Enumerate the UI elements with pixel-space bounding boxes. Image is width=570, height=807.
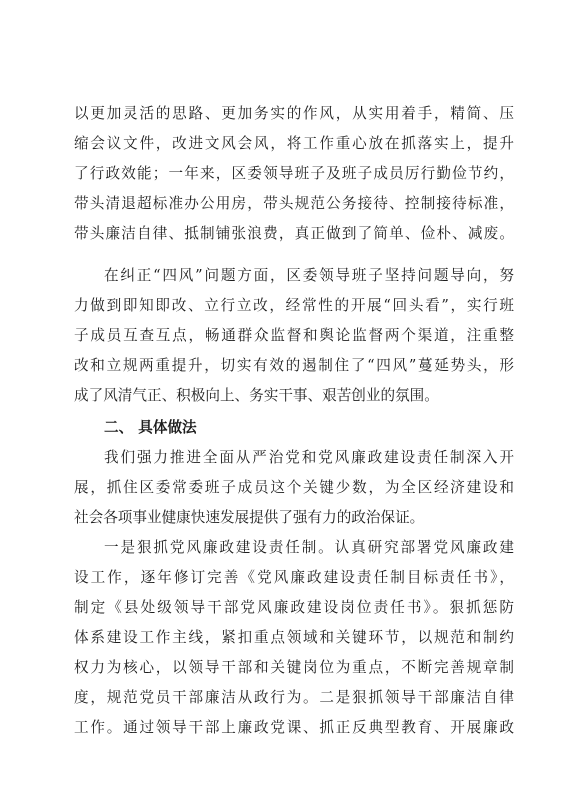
text-line: 我们强力推进全面从严治党和党风廉政建设责任制深入开 (104, 449, 514, 466)
text-line: 子成员互查互点，畅通群众监督和舆论监督两个渠道，注重整 (74, 327, 514, 344)
text-line: 在纠正“四风”问题方面，区委领导班子坚持问题导向，努 (104, 267, 514, 284)
text-line: 展，抓住区委常委班子成员这个关键少数，为全区经济建设和 (74, 479, 514, 496)
text-line: 了行政效能；一年来，区委领导班子及班子成员厉行勤俭节约， (74, 165, 514, 182)
text-line: 改和立规两重提升，切实有效的遏制住了“四风”蔓延势头，形 (74, 357, 514, 374)
paragraph-1 (74, 99, 514, 249)
text-line: 社会各项事业健康快速发展提供了强有力的政治保证。 (74, 509, 425, 526)
text-line: 体系建设工作主线，紧扣重点领域和关键环节，以规范和制约 (74, 629, 514, 646)
text-line: 工作。通过领导干部上廉政党课、抓正反典型教育、开展廉政 (74, 719, 514, 736)
text-line: 制定《县处级领导干部党风廉政建设岗位责任书》。狠抓惩防 (74, 599, 514, 616)
text-line: 设工作，逐年修订完善《党风廉政建设责任制目标责任书》， (74, 569, 514, 586)
text-line: 带头廉洁自律、抵制铺张浪费，真正做到了简单、俭朴、减废。 (74, 225, 514, 242)
section-heading-text: 二、 具体做法 (104, 419, 197, 436)
text-line: 权力为核心，以领导干部和关键岗位为重点，不断完善规章制 (74, 659, 514, 676)
section-heading (74, 413, 514, 443)
paragraph-2 (74, 261, 514, 411)
text-line: 缩会议文件，改进文风会风，将工作重心放在抓落实上，提升 (74, 135, 514, 152)
text-line: 一是狠抓党风廉政建设责任制。认真研究部署党风廉政建 (104, 539, 514, 556)
paragraph-4 (74, 533, 514, 743)
text-line: 度，规范党员干部廉洁从政行为。二是狠抓领导干部廉洁自律 (74, 689, 514, 706)
text-line: 力做到即知即改、立行立改，经常性的开展“回头看”，实行班 (74, 297, 514, 314)
paragraph-3 (74, 443, 514, 533)
text-line: 成了风清气正、积极向上、务实干事、艰苦创业的氛围。 (74, 387, 439, 404)
text-line: 以更加灵活的思路、更加务实的作风，从实用着手，精简、压 (74, 105, 514, 122)
text-line: 带头清退超标准办公用房，带头规范公务接待、控制接待标准， (74, 195, 514, 212)
